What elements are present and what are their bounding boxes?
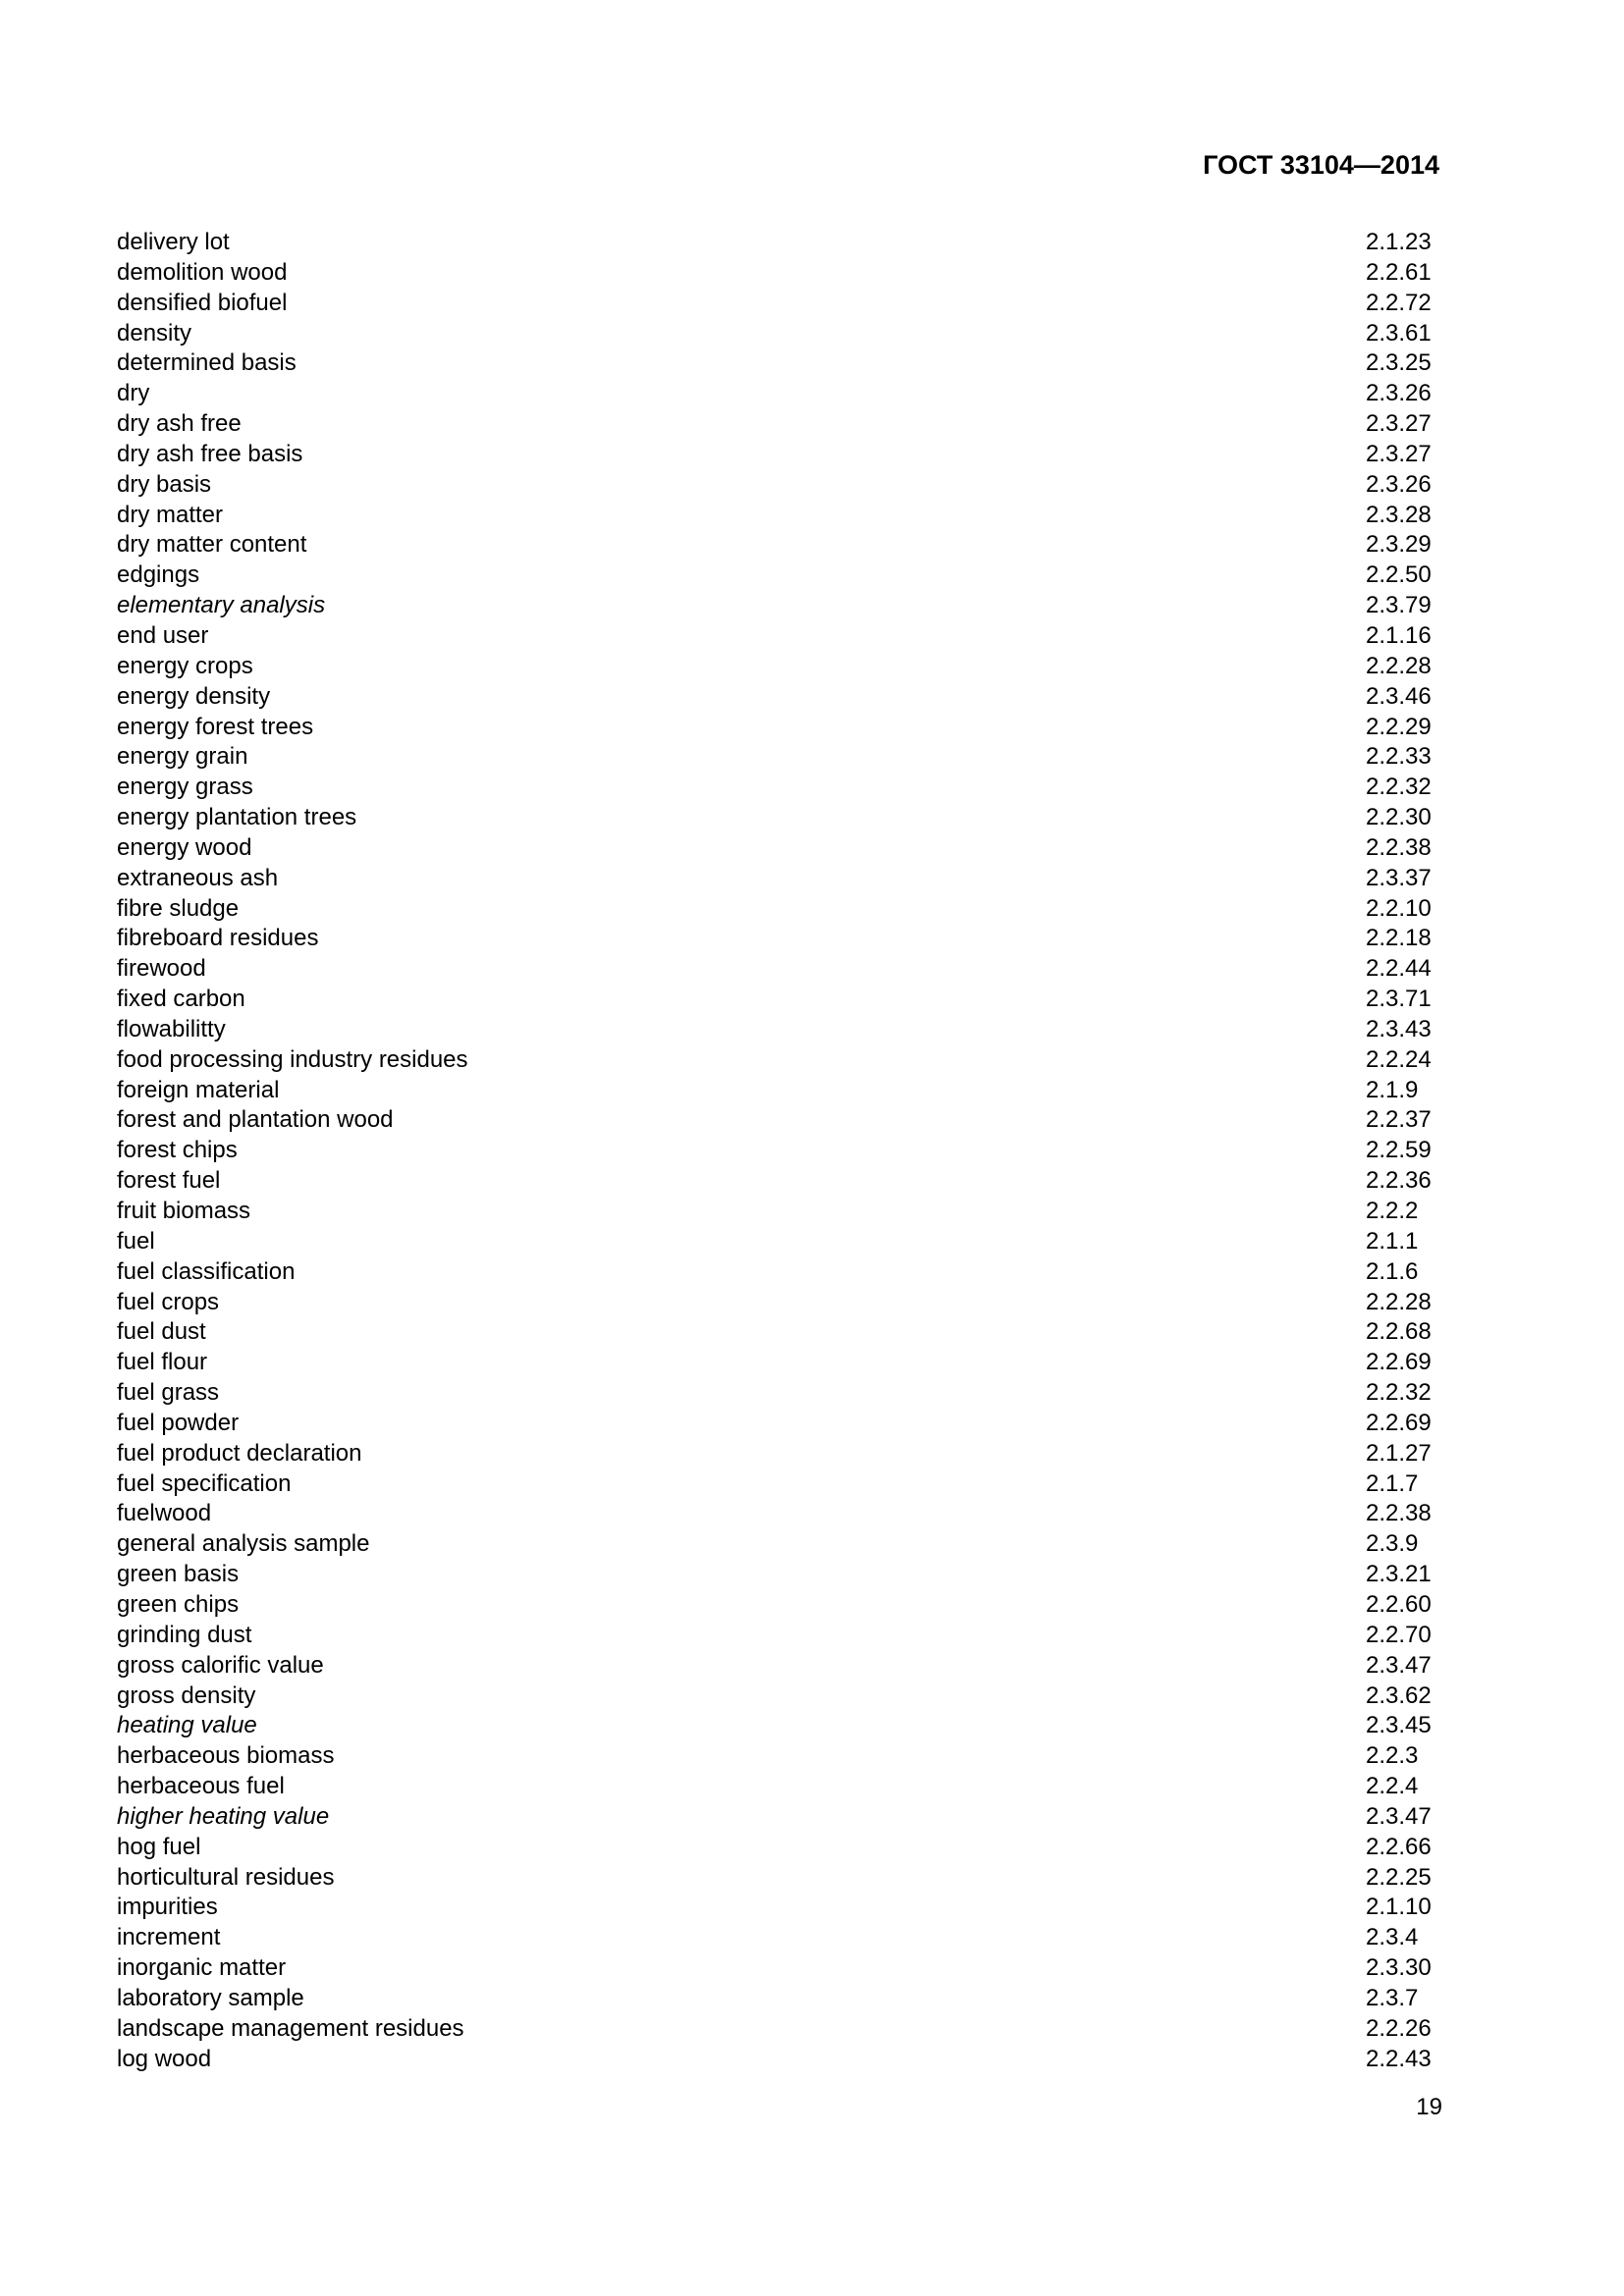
index-clause-ref: 2.2.28 — [1366, 652, 1432, 679]
index-clause-ref: 2.3.26 — [1366, 470, 1432, 498]
index-term: fibre sludge — [117, 894, 240, 922]
index-term: dry — [117, 380, 150, 407]
index-clause-ref: 2.3.62 — [1366, 1682, 1432, 1709]
index-clause-ref: 2.2.10 — [1366, 894, 1432, 922]
index-term: fibreboard residues — [117, 925, 319, 952]
index-term: dry ash free — [117, 410, 242, 438]
index-term: log wood — [117, 2045, 212, 2072]
index-term: gross calorific value — [117, 1651, 324, 1679]
index-clause-ref: 2.3.25 — [1366, 349, 1432, 377]
index-term: foreign material — [117, 1076, 280, 1103]
index-clause-ref: 2.2.28 — [1366, 1288, 1432, 1315]
index-term: fruit biomass — [117, 1198, 251, 1224]
index-term: dry ash free basis — [117, 440, 303, 467]
index-term: fuel crops — [117, 1288, 220, 1315]
index-term: heating value — [117, 1712, 257, 1739]
index-entry — [117, 379, 1433, 409]
index-clause-ref: 2.2.3 — [1366, 1742, 1419, 1770]
index-clause-ref: 2.1.27 — [1366, 1439, 1432, 1467]
index-term: fuel classification — [117, 1257, 296, 1285]
index-term: dry matter content — [117, 531, 307, 559]
index-entry — [117, 1348, 1433, 1378]
index-term: fuel grass — [117, 1379, 220, 1407]
index-clause-ref: 2.3.29 — [1366, 531, 1432, 559]
index-entry — [117, 894, 1433, 925]
index-term: fixed carbon — [117, 986, 245, 1013]
index-entry — [117, 1802, 1433, 1833]
index-entry — [117, 591, 1433, 621]
index-entry — [117, 440, 1433, 470]
index-clause-ref: 2.2.69 — [1366, 1349, 1432, 1376]
index-clause-ref: 2.2.26 — [1366, 2014, 1432, 2042]
index-entry — [117, 228, 1433, 258]
index-entry — [117, 1409, 1433, 1439]
index-entry — [117, 561, 1433, 591]
index-entry — [117, 924, 1433, 954]
index-term: energy crops — [117, 652, 253, 679]
index-term: food processing industry residues — [117, 1045, 468, 1073]
index-entry — [117, 864, 1433, 894]
index-term: herbaceous fuel — [117, 1773, 285, 1800]
index-clause-ref: 2.1.23 — [1366, 229, 1432, 255]
index-entry — [117, 258, 1433, 289]
index-term: fuelwood — [117, 1500, 212, 1527]
index-clause-ref: 2.2.18 — [1366, 925, 1432, 952]
index-clause-ref: 2.2.44 — [1366, 955, 1432, 983]
index-term: fuel powder — [117, 1409, 240, 1436]
index-term: general analysis sample — [117, 1530, 370, 1558]
index-entry — [117, 1711, 1433, 1741]
index-term: increment — [117, 1924, 221, 1951]
index-clause-ref: 2.2.30 — [1366, 804, 1432, 831]
index-clause-ref: 2.2.37 — [1366, 1106, 1432, 1134]
index-clause-ref: 2.2.69 — [1366, 1409, 1432, 1436]
index-clause-ref: 2.2.36 — [1366, 1167, 1432, 1195]
index-entry — [117, 1833, 1433, 1863]
index-entry — [117, 1499, 1433, 1529]
index-entry — [117, 773, 1433, 803]
index-entry — [117, 1288, 1433, 1318]
index-clause-ref: 2.3.26 — [1366, 380, 1432, 407]
index-clause-ref: 2.3.47 — [1366, 1651, 1432, 1679]
index-entry — [117, 1469, 1433, 1500]
index-term: dry basis — [117, 470, 212, 498]
index-term: densified biofuel — [117, 289, 288, 316]
index-clause-ref: 2.3.27 — [1366, 410, 1432, 438]
index-clause-ref: 2.3.21 — [1366, 1561, 1432, 1588]
index-entry — [117, 1227, 1433, 1257]
index-term: extraneous ash — [117, 864, 279, 891]
index-entry — [117, 621, 1433, 652]
index-clause-ref: 2.2.61 — [1366, 258, 1432, 286]
index-entry — [117, 319, 1433, 349]
index-term: landscape management residues — [117, 2014, 464, 2042]
index-term: forest and plantation wood — [117, 1106, 394, 1134]
index-clause-ref: 2.2.50 — [1366, 561, 1432, 589]
index-entry — [117, 1590, 1433, 1621]
index-clause-ref: 2.3.7 — [1366, 1984, 1419, 2011]
index-entry — [117, 530, 1433, 561]
index-entry — [117, 1772, 1433, 1802]
index-clause-ref: 2.1.10 — [1366, 1894, 1432, 1921]
index-term: energy wood — [117, 833, 252, 861]
index-term: fuel specification — [117, 1469, 292, 1497]
index-entry — [117, 652, 1433, 682]
index-clause-ref: 2.2.24 — [1366, 1045, 1432, 1073]
index-term: impurities — [117, 1894, 218, 1921]
index-term: flowabilitty — [117, 1015, 226, 1042]
index-entry — [117, 501, 1433, 531]
index-entry — [117, 2045, 1433, 2075]
page-number: 19 — [1416, 2094, 1442, 2120]
index-term: energy density — [117, 682, 271, 710]
index-entry — [117, 1197, 1433, 1227]
index-entry — [117, 1105, 1433, 1136]
index-clause-ref: 2.3.71 — [1366, 986, 1432, 1013]
index-entry — [117, 348, 1433, 379]
index-term: green chips — [117, 1590, 240, 1618]
index-term: horticultural residues — [117, 1863, 335, 1891]
index-clause-ref: 2.3.46 — [1366, 682, 1432, 710]
index-entry — [117, 1741, 1433, 1772]
index-entry — [117, 289, 1433, 319]
index-term: firewood — [117, 955, 206, 983]
index-clause-ref: 2.2.29 — [1366, 713, 1432, 740]
index-clause-ref: 2.3.27 — [1366, 440, 1432, 467]
index-entry — [117, 1529, 1433, 1560]
index-clause-ref: 2.3.79 — [1366, 592, 1432, 619]
index-entry — [117, 1015, 1433, 1045]
index-term: energy grass — [117, 774, 253, 801]
index-clause-ref: 2.1.7 — [1366, 1469, 1419, 1497]
index-clause-ref: 2.3.47 — [1366, 1802, 1432, 1830]
index-entry — [117, 1076, 1433, 1106]
index-term: determined basis — [117, 349, 297, 377]
index-entry — [117, 803, 1433, 833]
index-clause-ref: 2.2.59 — [1366, 1137, 1432, 1164]
index-term: edgings — [117, 561, 200, 589]
index-term: energy forest trees — [117, 713, 314, 740]
index-clause-ref: 2.2.38 — [1366, 833, 1432, 861]
index-term: grinding dust — [117, 1621, 252, 1648]
index-entry — [117, 409, 1433, 440]
index-clause-ref: 2.2.68 — [1366, 1318, 1432, 1346]
index-entry — [117, 1651, 1433, 1682]
index-term: higher heating value — [117, 1802, 330, 1830]
index-entry — [117, 833, 1433, 864]
index-term: fuel flour — [117, 1349, 208, 1376]
index-term: hog fuel — [117, 1833, 201, 1860]
index-term: inorganic matter — [117, 1954, 287, 1982]
index-entry — [117, 713, 1433, 743]
index-clause-ref: 2.2.4 — [1366, 1773, 1419, 1800]
index-term: laboratory sample — [117, 1984, 304, 2011]
index-clause-ref: 2.3.9 — [1366, 1530, 1419, 1558]
index-entry — [117, 954, 1433, 985]
index-clause-ref: 2.2.43 — [1366, 2045, 1432, 2072]
index-term: delivery lot — [117, 229, 230, 255]
index-term: energy plantation trees — [117, 804, 357, 831]
index-clause-ref: 2.2.38 — [1366, 1500, 1432, 1527]
index-clause-ref: 2.2.70 — [1366, 1621, 1432, 1648]
index-entry — [117, 1863, 1433, 1894]
index-clause-ref: 2.1.9 — [1366, 1076, 1419, 1103]
index-entry — [117, 1621, 1433, 1651]
index-term: density — [117, 319, 192, 347]
index-entry — [117, 2014, 1433, 2045]
index-entry — [117, 1953, 1433, 1984]
index-entry — [117, 1317, 1433, 1348]
index-entry — [117, 470, 1433, 501]
index-term: fuel — [117, 1227, 155, 1255]
index-clause-ref: 2.3.45 — [1366, 1712, 1432, 1739]
index-entry — [117, 742, 1433, 773]
index-clause-ref: 2.2.66 — [1366, 1833, 1432, 1860]
index-clause-ref: 2.3.28 — [1366, 501, 1432, 528]
index-term: forest fuel — [117, 1167, 221, 1195]
index-entry — [117, 1045, 1433, 1076]
index-entry — [117, 1923, 1433, 1953]
index-entry — [117, 1439, 1433, 1469]
index-term: forest chips — [117, 1137, 238, 1164]
index-entry — [117, 682, 1433, 713]
index-term: fuel product declaration — [117, 1439, 362, 1467]
index-clause-ref: 2.2.72 — [1366, 289, 1432, 316]
index-clause-ref: 2.3.30 — [1366, 1954, 1432, 1982]
index-entry — [117, 985, 1433, 1015]
index-term: demolition wood — [117, 258, 288, 286]
index-term: end user — [117, 621, 209, 649]
index-entry — [117, 1257, 1433, 1288]
index-clause-ref: 2.1.16 — [1366, 621, 1432, 649]
document-header: ГОСТ 33104—2014 — [1203, 150, 1439, 180]
index-clause-ref: 2.2.32 — [1366, 1379, 1432, 1407]
index-term: fuel dust — [117, 1318, 206, 1346]
term-index-list — [117, 228, 1433, 2074]
index-entry — [117, 1682, 1433, 1712]
index-clause-ref: 2.2.60 — [1366, 1590, 1432, 1618]
index-clause-ref: 2.1.6 — [1366, 1257, 1419, 1285]
index-clause-ref: 2.3.61 — [1366, 319, 1432, 347]
index-entry — [117, 1378, 1433, 1409]
index-clause-ref: 2.3.4 — [1366, 1924, 1419, 1951]
index-term: green basis — [117, 1561, 240, 1588]
index-clause-ref: 2.2.2 — [1366, 1198, 1419, 1224]
index-entry — [117, 1136, 1433, 1166]
index-clause-ref: 2.3.43 — [1366, 1015, 1432, 1042]
index-term: elementary analysis — [117, 592, 326, 619]
index-term: energy grain — [117, 743, 248, 771]
index-clause-ref: 2.3.37 — [1366, 864, 1432, 891]
index-clause-ref: 2.2.25 — [1366, 1863, 1432, 1891]
index-clause-ref: 2.1.1 — [1366, 1227, 1419, 1255]
index-entry — [117, 1166, 1433, 1197]
index-entry — [117, 1560, 1433, 1590]
index-clause-ref: 2.2.32 — [1366, 774, 1432, 801]
index-clause-ref: 2.2.33 — [1366, 743, 1432, 771]
index-term: gross density — [117, 1682, 256, 1709]
index-term: dry matter — [117, 501, 224, 528]
index-entry — [117, 1893, 1433, 1923]
index-entry — [117, 1984, 1433, 2014]
index-term: herbaceous biomass — [117, 1742, 335, 1770]
